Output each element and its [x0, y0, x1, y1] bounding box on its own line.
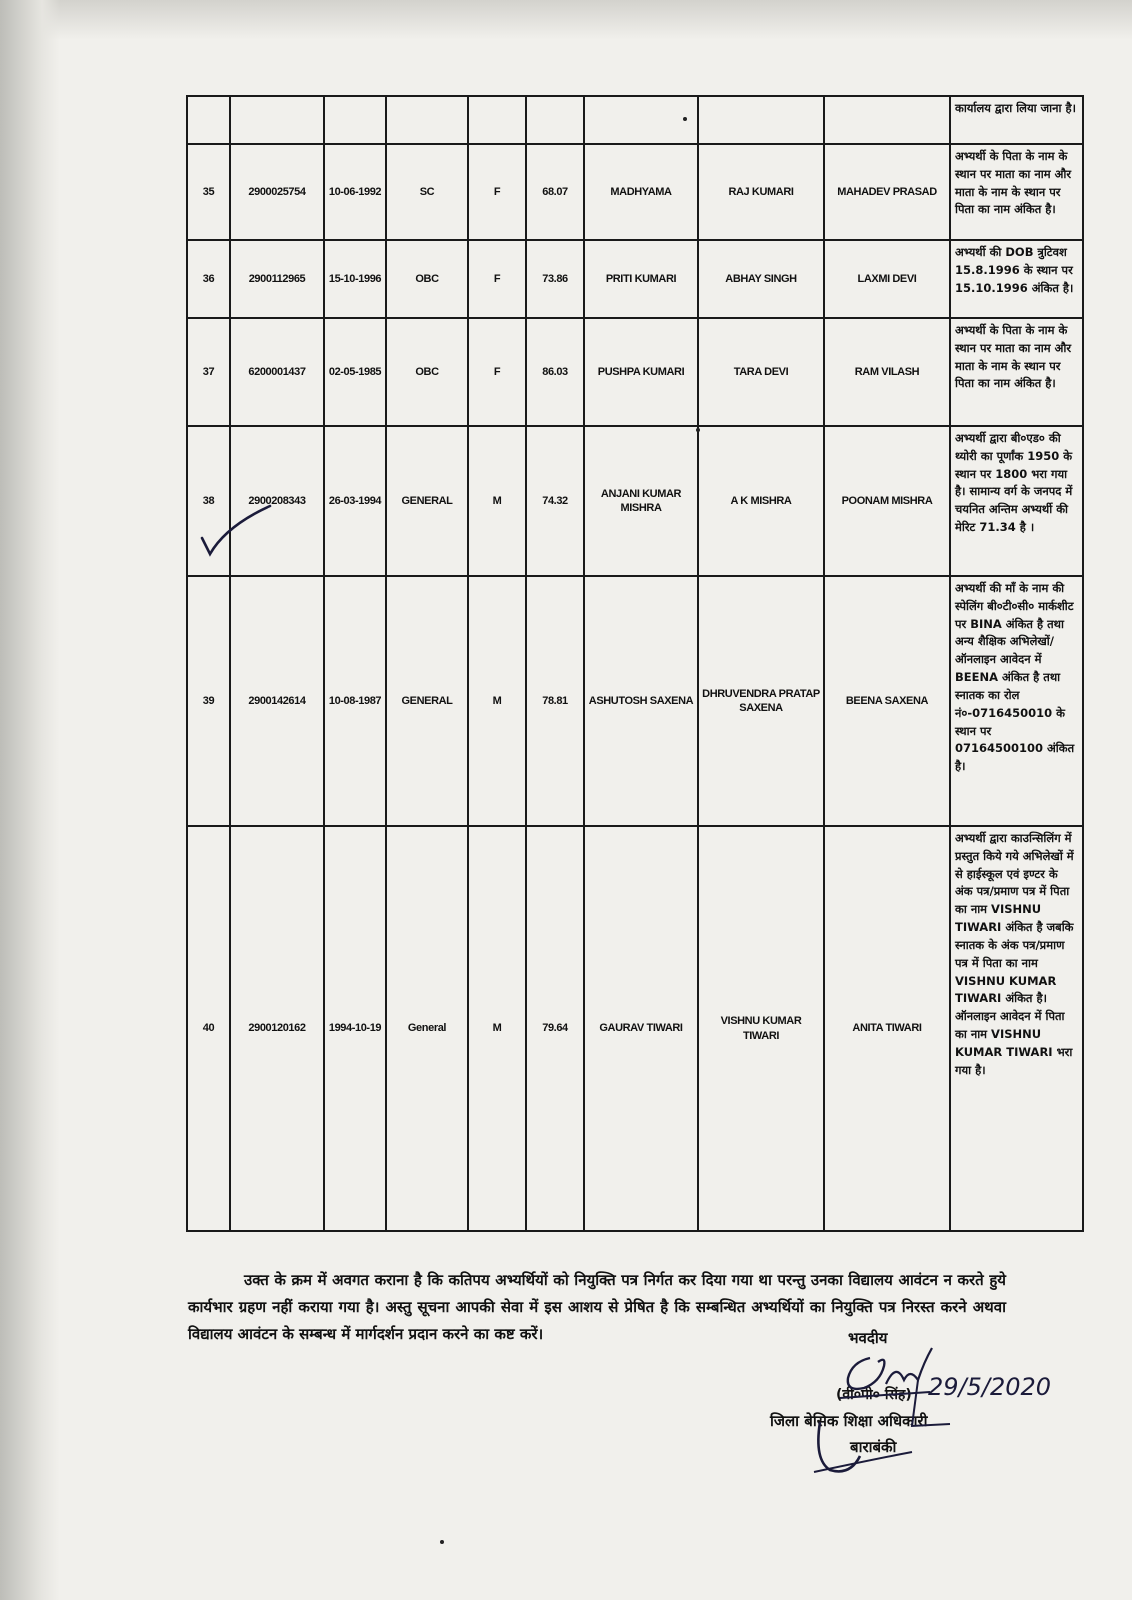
scan-speck	[440, 1540, 444, 1544]
roll-number-cell: 2900120162	[230, 826, 324, 1231]
candidate-name-cell: MADHYAMA	[584, 144, 698, 240]
marks-cell: 79.64	[526, 826, 584, 1231]
marks-cell: 73.86	[526, 240, 584, 318]
remarks-cell: अभ्यर्थी की माँ के नाम की स्पेलिंग बी०टी०सी० मार्कशीट पर BINA अंकित है तथा अन्य शैक्षिक अभिलेखों/ऑनलाइन आवेदन में BEENA अंकित है तथा स्नातक का रोल नं०-0716450010 के स्थान पर 07164500100 अंकित है।	[950, 576, 1083, 826]
mother-name-cell	[698, 96, 824, 144]
dob-cell: 26-03-1994	[324, 426, 386, 576]
scan-speck	[683, 117, 687, 121]
signatory-designation: जिला बेसिक शिक्षा अधिकारी	[770, 1412, 928, 1430]
category-cell: GENERAL	[386, 426, 468, 576]
roll-number-cell: 6200001437	[230, 318, 324, 426]
mother-name-cell: ABHAY SINGH	[698, 240, 824, 318]
closing-salutation: भवदीय	[848, 1329, 888, 1347]
candidate-table	[186, 95, 1082, 1232]
father-name-cell: BEENA SAXENA	[824, 576, 950, 826]
gender-cell: F	[468, 240, 526, 318]
candidate-name-cell: ANJANI KUMAR MISHRA	[584, 426, 698, 576]
dob-cell: 10-08-1987	[324, 576, 386, 826]
marks-cell: 86.03	[526, 318, 584, 426]
remarks-cell: कार्यालय द्वारा लिया जाना है।	[950, 96, 1083, 144]
remarks-cell: अभ्यर्थी द्वारा बी०एड० की थ्योरी का पूर्णांक 1950 के स्थान पर 1800 भरा गया है। सामान्य वर्ग के जनपद में चयनित अन्तिम अभ्यर्थी की मेरिट 71.34 है ।	[950, 426, 1083, 576]
gender-cell: M	[468, 576, 526, 826]
candidate-name-cell: PRITI KUMARI	[584, 240, 698, 318]
table-row	[187, 426, 1083, 576]
category-cell: OBC	[386, 318, 468, 426]
category-cell: OBC	[386, 240, 468, 318]
father-name-cell: ANITA TIWARI	[824, 826, 950, 1231]
mother-name-cell: DHRUVENDRA PRATAP SAXENA	[698, 576, 824, 826]
remarks-cell: अभ्यर्थी के पिता के नाम के स्थान पर माता का नाम और माता के नाम के स्थान पर पिता का नाम अंकित है।	[950, 144, 1083, 240]
remarks-cell: अभ्यर्थी की DOB त्रुटिवश 15.8.1996 के स्थान पर 15.10.1996 अंकित है।	[950, 240, 1083, 318]
mother-name-cell: RAJ KUMARI	[698, 144, 824, 240]
serial-number-cell: 37	[187, 318, 230, 426]
table-row	[187, 318, 1083, 426]
scan-speck	[696, 428, 700, 432]
table-body	[187, 96, 1083, 1231]
gender-cell: M	[468, 826, 526, 1231]
marks-cell: 68.07	[526, 144, 584, 240]
dob-cell: 1994-10-19	[324, 826, 386, 1231]
table-row	[187, 576, 1083, 826]
roll-number-cell: 2900208343	[230, 426, 324, 576]
serial-number-cell: 35	[187, 144, 230, 240]
candidate-name-cell: GAURAV TIWARI	[584, 826, 698, 1231]
marks-cell	[526, 96, 584, 144]
serial-number-cell	[187, 96, 230, 144]
candidate-name-cell: ASHUTOSH SAXENA	[584, 576, 698, 826]
table-row	[187, 144, 1083, 240]
category-cell: GENERAL	[386, 576, 468, 826]
remarks-cell: अभ्यर्थी द्वारा काउन्सिलिंग में प्रस्तुत किये गये अभिलेखों में से हाईस्कूल एवं इण्टर के अंक पत्र/प्रमाण पत्र में पिता का नाम VISHNU TIWARI अंकित है जबकि स्नातक के अंक पत्र/प्रमाण पत्र में पिता का नाम VISHNU KUMAR TIWARI अंकित है। ऑनलाइन आवेदन में पिता का नाम VISHNU KUMAR TIWARI भरा गया है।	[950, 826, 1083, 1231]
gender-cell: F	[468, 318, 526, 426]
mother-name-cell: A K MISHRA	[698, 426, 824, 576]
roll-number-cell: 2900142614	[230, 576, 324, 826]
serial-number-cell: 39	[187, 576, 230, 826]
dob-cell	[324, 96, 386, 144]
handwritten-signature	[800, 1340, 1100, 1490]
signatory-name: (वी०पी० सिंह)	[836, 1387, 912, 1403]
handwritten-date: 29/5/2020	[928, 1373, 1052, 1401]
serial-number-cell: 36	[187, 240, 230, 318]
roll-number-cell: 2900112965	[230, 240, 324, 318]
marks-cell: 74.32	[526, 426, 584, 576]
mother-name-cell: TARA DEVI	[698, 318, 824, 426]
father-name-cell: POONAM MISHRA	[824, 426, 950, 576]
serial-number-cell: 40	[187, 826, 230, 1231]
page-top-shadow	[0, 0, 1132, 40]
table-row	[187, 240, 1083, 318]
gender-cell	[468, 96, 526, 144]
closing-note: उक्त के क्रम में अवगत कराना है कि कतिपय अभ्यर्थियों को नियुक्ति पत्र निर्गत कर दिया गया था परन्तु उनका विद्यालय आवंटन न करते हुये कार्यभार ग्रहण नहीं कराया गया है। अस्तु सूचना आपकी सेवा में इस आशय से प्रेषित है कि सम्बन्धित अभ्यर्थियों का नियुक्ति पत्र निरस्त करने अथवा विद्यालय आवंटन के सम्बन्ध में मार्गदर्शन प्रदान करने का कष्ट करें।	[188, 1271, 1006, 1343]
father-name-cell: RAM VILASH	[824, 318, 950, 426]
page-edge-shadow	[0, 0, 60, 1600]
serial-number-cell: 38	[187, 426, 230, 576]
father-name-cell: LAXMI DEVI	[824, 240, 950, 318]
marks-cell: 78.81	[526, 576, 584, 826]
gender-cell: F	[468, 144, 526, 240]
dob-cell: 15-10-1996	[324, 240, 386, 318]
remarks-cell: अभ्यर्थी के पिता के नाम के स्थान पर माता का नाम और माता के नाम के स्थान पर पिता का नाम अंकित है।	[950, 318, 1083, 426]
dob-cell: 10-06-1992	[324, 144, 386, 240]
gender-cell: M	[468, 426, 526, 576]
dob-cell: 02-05-1985	[324, 318, 386, 426]
father-name-cell	[824, 96, 950, 144]
candidate-name-cell	[584, 96, 698, 144]
category-cell: SC	[386, 144, 468, 240]
check-mark-icon	[196, 500, 276, 560]
category-cell: General	[386, 826, 468, 1231]
table-row	[187, 826, 1083, 1231]
signatory-district: बाराबंकी	[850, 1438, 897, 1456]
category-cell	[386, 96, 468, 144]
roll-number-cell: 2900025754	[230, 144, 324, 240]
roll-number-cell	[230, 96, 324, 144]
mother-name-cell: VISHNU KUMAR TIWARI	[698, 826, 824, 1231]
candidate-name-cell: PUSHPA KUMARI	[584, 318, 698, 426]
table-row	[187, 96, 1083, 144]
father-name-cell: MAHADEV PRASAD	[824, 144, 950, 240]
